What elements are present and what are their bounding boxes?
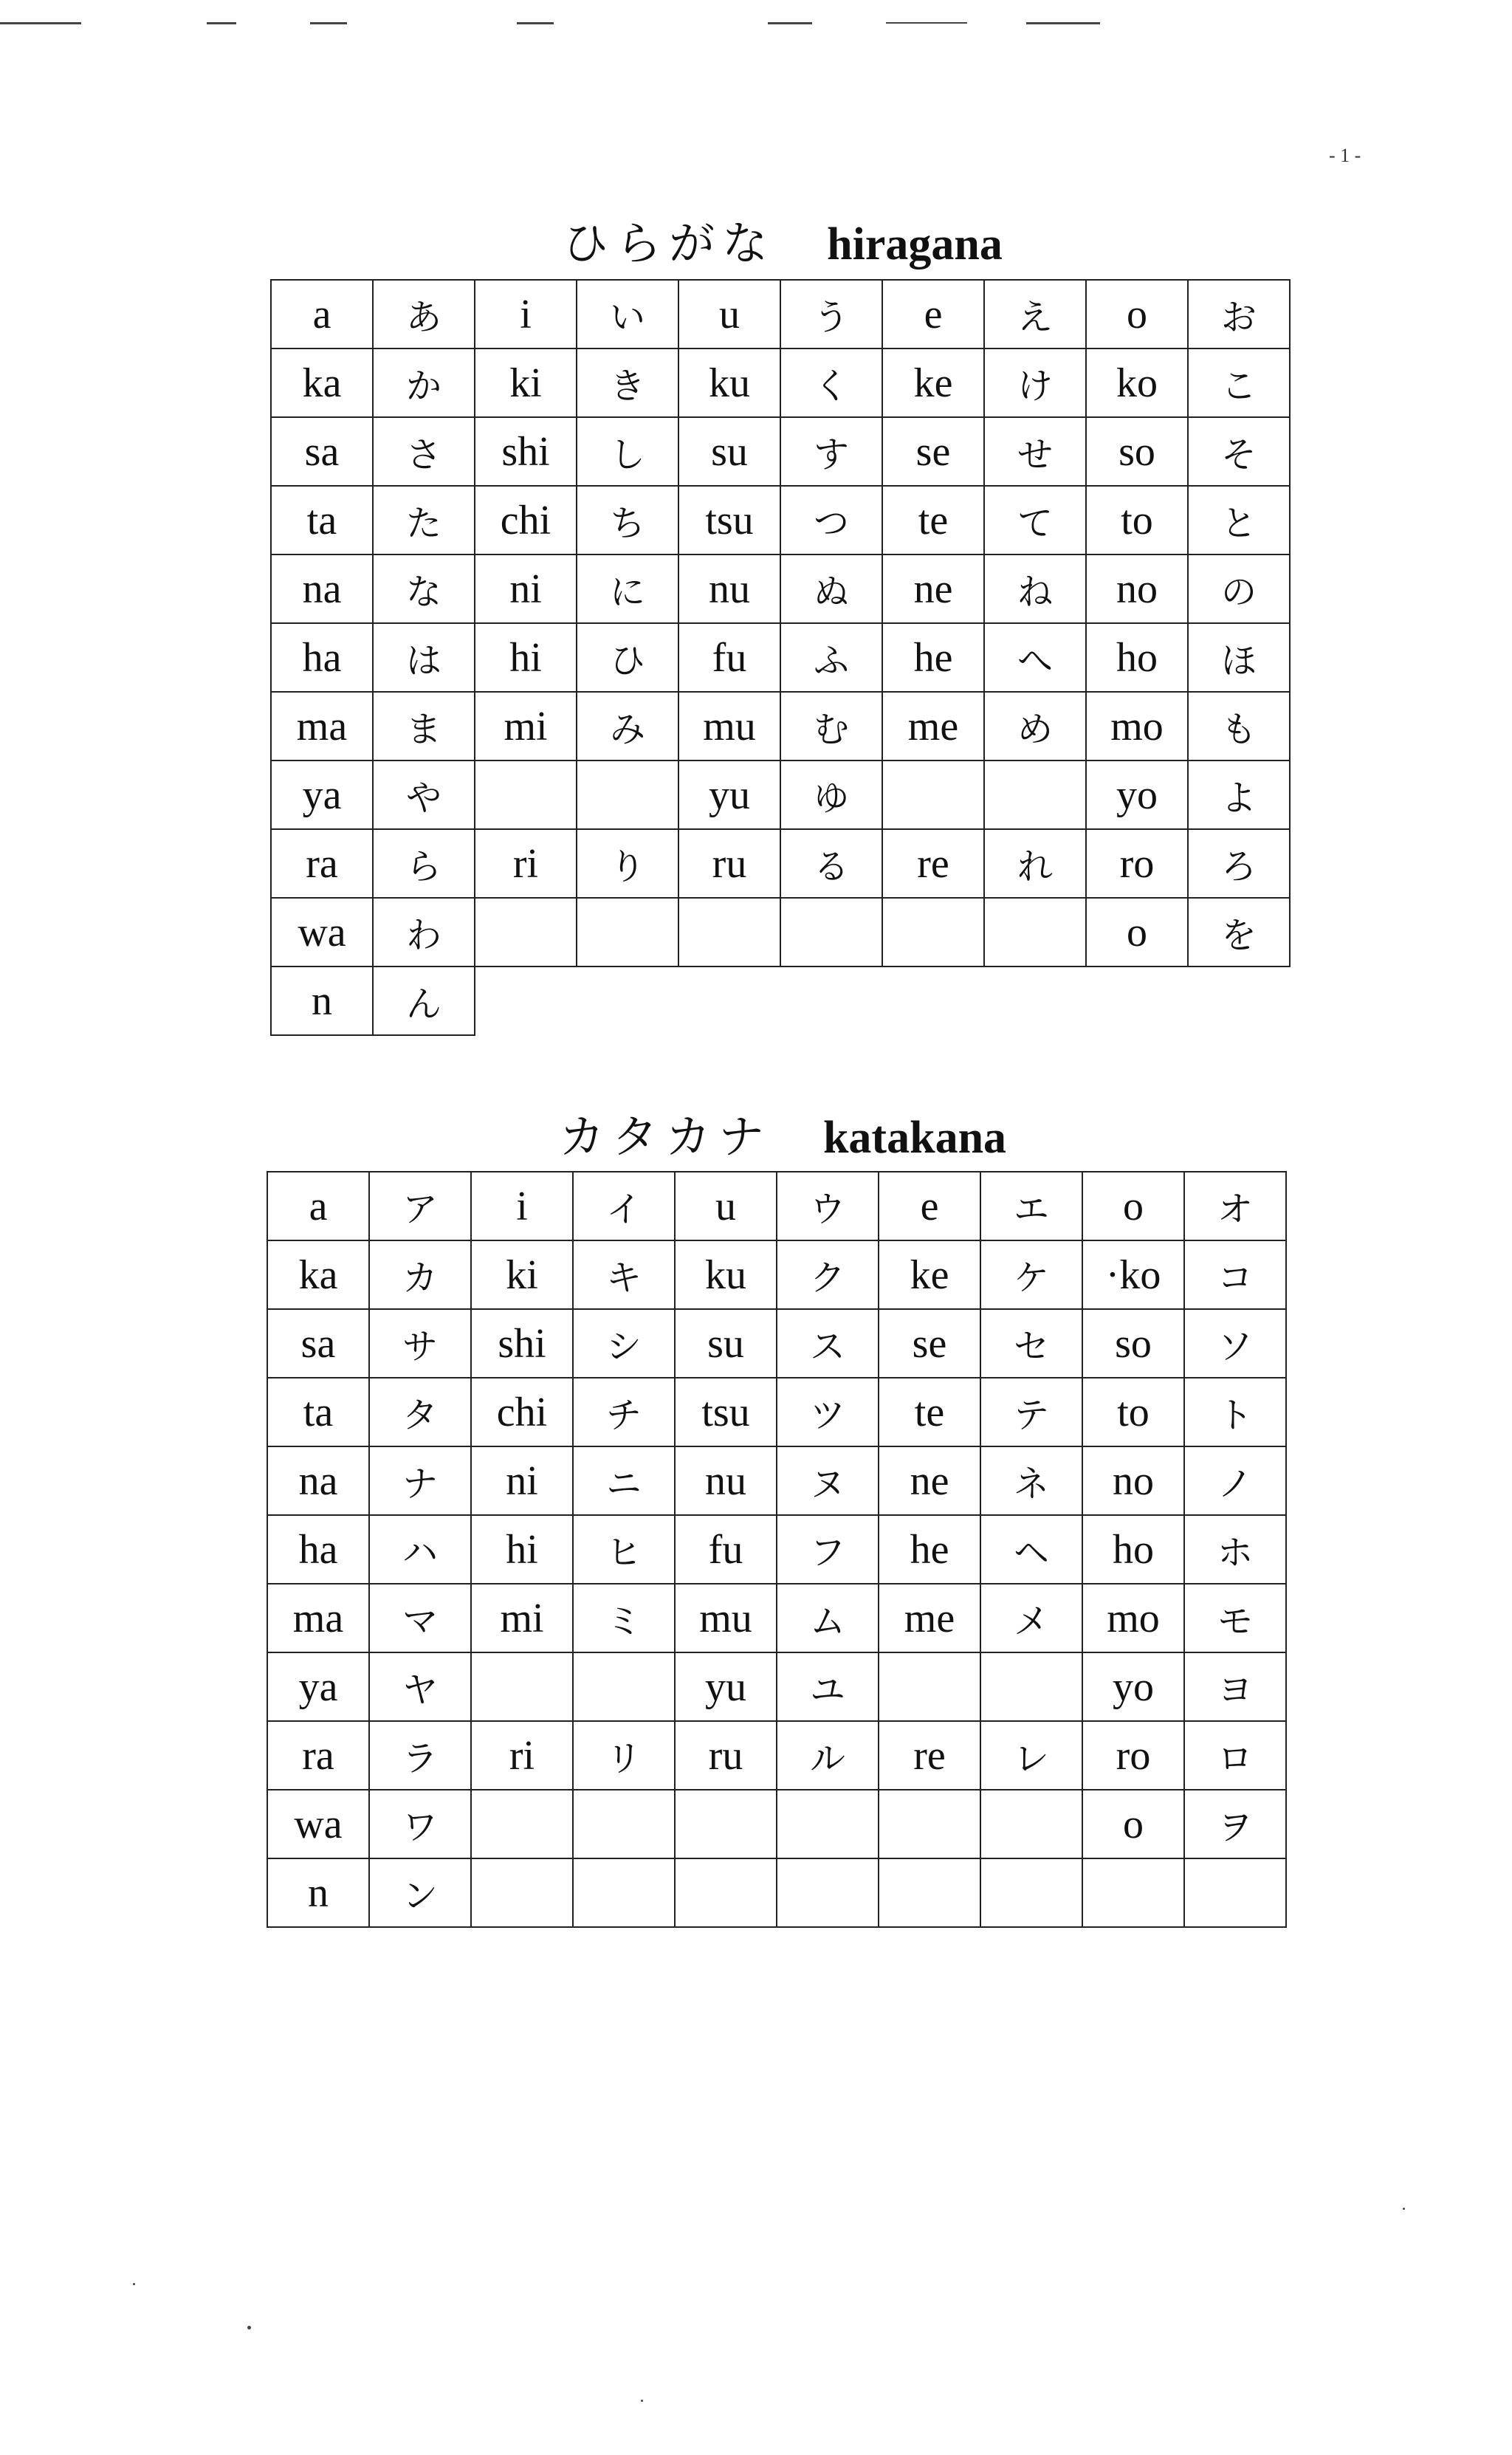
romaji-cell: e [879, 1172, 980, 1240]
romaji-cell: no [1086, 554, 1188, 623]
kana-cell [573, 1858, 675, 1927]
kana-cell: ノ [1184, 1446, 1286, 1515]
romaji-cell: wa [267, 1790, 369, 1858]
romaji-cell: ro [1086, 829, 1188, 898]
kana-cell: そ [1188, 417, 1290, 486]
table-row [267, 1721, 1286, 1790]
kana-cell: ソ [1184, 1309, 1286, 1378]
romaji-cell: ni [475, 554, 577, 623]
kana-cell: ト [1184, 1378, 1286, 1446]
kana-cell: く [780, 348, 882, 417]
romaji-cell [471, 1790, 573, 1858]
table-row [271, 280, 1290, 348]
hiragana-title-en: hiragana [827, 219, 1003, 269]
kana-cell: ヒ [573, 1515, 675, 1584]
kana-cell: も [1188, 692, 1290, 760]
kana-cell: テ [980, 1378, 1082, 1446]
romaji-cell: ri [475, 829, 577, 898]
table-row [271, 829, 1290, 898]
table-row [267, 1240, 1286, 1309]
kana-cell [980, 1858, 1082, 1927]
romaji-cell: hi [471, 1515, 573, 1584]
kana-cell: の [1188, 554, 1290, 623]
kana-cell: ヌ [777, 1446, 879, 1515]
romaji-cell: e [882, 280, 984, 348]
kana-cell: ヨ [1184, 1652, 1286, 1721]
kana-cell: つ [780, 486, 882, 554]
romaji-cell: sa [271, 417, 373, 486]
romaji-cell [879, 1790, 980, 1858]
kana-cell: モ [1184, 1584, 1286, 1652]
romaji-cell: no [1082, 1446, 1184, 1515]
table-row [267, 1446, 1286, 1515]
table-row [271, 966, 1290, 1035]
kana-cell: ふ [780, 623, 882, 692]
romaji-cell: fu [678, 623, 780, 692]
table-row [271, 348, 1290, 417]
kana-cell: ム [777, 1584, 879, 1652]
kana-cell: エ [980, 1172, 1082, 1240]
scan-artifact [0, 22, 81, 24]
romaji-cell: ya [267, 1652, 369, 1721]
romaji-cell: mi [471, 1584, 573, 1652]
romaji-cell [678, 898, 780, 966]
romaji-cell: o [1086, 898, 1188, 966]
romaji-cell: ma [267, 1584, 369, 1652]
kana-cell: ロ [1184, 1721, 1286, 1790]
table-row [267, 1378, 1286, 1446]
romaji-cell: ni [471, 1446, 573, 1515]
katakana-title-jp: カタカナ [558, 1110, 772, 1164]
table-row [267, 1515, 1286, 1584]
scan-artifact [768, 22, 812, 24]
romaji-cell: o [1086, 280, 1188, 348]
kana-cell: け [984, 348, 1086, 417]
kana-cell [777, 1790, 879, 1858]
kana-cell: ネ [980, 1446, 1082, 1515]
scan-artifact [1026, 22, 1100, 24]
empty-space [678, 966, 780, 1035]
kana-cell: へ [984, 623, 1086, 692]
kana-cell: ナ [369, 1446, 471, 1515]
kana-cell: ん [373, 966, 475, 1035]
romaji-cell: ru [675, 1721, 777, 1790]
katakana-title-en: katakana [822, 1113, 1007, 1163]
table-row [267, 1858, 1286, 1927]
kana-cell: ヤ [369, 1652, 471, 1721]
kana-cell: さ [373, 417, 475, 486]
kana-cell [777, 1858, 879, 1927]
romaji-cell: fu [675, 1515, 777, 1584]
romaji-cell: hi [475, 623, 577, 692]
romaji-cell [675, 1858, 777, 1927]
kana-cell: ミ [573, 1584, 675, 1652]
hiragana-title [266, 214, 1299, 273]
hiragana-title-jp: ひらがな [563, 216, 776, 270]
romaji-cell: te [879, 1378, 980, 1446]
romaji-cell: ke [882, 348, 984, 417]
kana-cell: わ [373, 898, 475, 966]
scan-artifact [207, 22, 236, 24]
kana-cell: ち [577, 486, 678, 554]
romaji-cell: yu [678, 760, 780, 829]
kana-cell: ね [984, 554, 1086, 623]
romaji-cell: to [1086, 486, 1188, 554]
romaji-cell: ri [471, 1721, 573, 1790]
kana-cell [577, 898, 678, 966]
kana-cell: ユ [777, 1652, 879, 1721]
romaji-cell: ki [471, 1240, 573, 1309]
table-row [267, 1652, 1286, 1721]
romaji-cell: su [678, 417, 780, 486]
romaji-cell: na [267, 1446, 369, 1515]
romaji-cell: ki [475, 348, 577, 417]
romaji-cell: mo [1082, 1584, 1184, 1652]
kana-cell [780, 898, 882, 966]
kana-cell: こ [1188, 348, 1290, 417]
romaji-cell: mu [675, 1584, 777, 1652]
romaji-cell [475, 898, 577, 966]
kana-cell: ケ [980, 1240, 1082, 1309]
kana-cell: ヘ [980, 1515, 1082, 1584]
romaji-cell: ku [675, 1240, 777, 1309]
romaji-cell: u [678, 280, 780, 348]
scan-speck [1403, 2208, 1405, 2210]
romaji-cell: ne [882, 554, 984, 623]
kana-cell: と [1188, 486, 1290, 554]
kana-cell: ハ [369, 1515, 471, 1584]
romaji-cell: ko [1086, 348, 1188, 417]
romaji-cell: tsu [678, 486, 780, 554]
empty-space [1188, 966, 1290, 1035]
romaji-cell: sa [267, 1309, 369, 1378]
romaji-cell: ku [678, 348, 780, 417]
kana-cell: る [780, 829, 882, 898]
scan-speck [247, 2326, 251, 2329]
table-row [267, 1172, 1286, 1240]
romaji-cell [879, 1652, 980, 1721]
romaji-cell: u [675, 1172, 777, 1240]
kana-cell: え [984, 280, 1086, 348]
romaji-cell: ka [271, 348, 373, 417]
romaji-cell: se [879, 1309, 980, 1378]
kana-cell: タ [369, 1378, 471, 1446]
romaji-cell: so [1082, 1309, 1184, 1378]
romaji-cell: n [267, 1858, 369, 1927]
kana-cell: ツ [777, 1378, 879, 1446]
romaji-cell: ha [267, 1515, 369, 1584]
kana-cell: ひ [577, 623, 678, 692]
romaji-cell: me [882, 692, 984, 760]
kana-cell: き [577, 348, 678, 417]
romaji-cell: re [882, 829, 984, 898]
romaji-cell: he [882, 623, 984, 692]
romaji-cell [471, 1858, 573, 1927]
kana-cell: い [577, 280, 678, 348]
kana-cell: ま [373, 692, 475, 760]
kana-cell: を [1188, 898, 1290, 966]
romaji-cell: wa [271, 898, 373, 966]
kana-cell: し [577, 417, 678, 486]
romaji-cell: yo [1086, 760, 1188, 829]
kana-cell [980, 1790, 1082, 1858]
kana-cell: サ [369, 1309, 471, 1378]
kana-cell: レ [980, 1721, 1082, 1790]
romaji-cell: chi [475, 486, 577, 554]
kana-cell: ら [373, 829, 475, 898]
romaji-cell: o [1082, 1172, 1184, 1240]
romaji-cell: ro [1082, 1721, 1184, 1790]
kana-cell: れ [984, 829, 1086, 898]
kana-cell: カ [369, 1240, 471, 1309]
kana-cell: む [780, 692, 882, 760]
kana-cell: お [1188, 280, 1290, 348]
kana-cell: す [780, 417, 882, 486]
page-number: - 1 - [1329, 145, 1361, 166]
romaji-cell: te [882, 486, 984, 554]
romaji-cell: ya [271, 760, 373, 829]
empty-space [882, 966, 984, 1035]
kana-cell: チ [573, 1378, 675, 1446]
kana-cell: リ [573, 1721, 675, 1790]
kana-cell: り [577, 829, 678, 898]
kana-cell: や [373, 760, 475, 829]
romaji-cell: re [879, 1721, 980, 1790]
romaji-cell: mu [678, 692, 780, 760]
romaji-cell [675, 1790, 777, 1858]
romaji-cell: ra [267, 1721, 369, 1790]
romaji-cell: ne [879, 1446, 980, 1515]
kana-cell: ウ [777, 1172, 879, 1240]
kana-cell: マ [369, 1584, 471, 1652]
romaji-cell: ta [267, 1378, 369, 1446]
empty-space [577, 966, 678, 1035]
romaji-cell: me [879, 1584, 980, 1652]
scan-speck [133, 2283, 135, 2285]
romaji-cell: shi [475, 417, 577, 486]
romaji-cell [882, 898, 984, 966]
romaji-cell [882, 760, 984, 829]
kana-cell: ぬ [780, 554, 882, 623]
table-row [267, 1790, 1286, 1858]
kana-cell: ア [369, 1172, 471, 1240]
kana-cell: ゆ [780, 760, 882, 829]
romaji-cell: nu [678, 554, 780, 623]
kana-cell: キ [573, 1240, 675, 1309]
romaji-cell: ·ko [1082, 1240, 1184, 1309]
romaji-cell: yu [675, 1652, 777, 1721]
kana-cell: よ [1188, 760, 1290, 829]
scan-artifact [310, 22, 347, 24]
kana-cell: ル [777, 1721, 879, 1790]
table-row [271, 623, 1290, 692]
kana-cell: ク [777, 1240, 879, 1309]
romaji-cell [1082, 1858, 1184, 1927]
kana-cell: ン [369, 1858, 471, 1927]
kana-cell: イ [573, 1172, 675, 1240]
romaji-cell: ke [879, 1240, 980, 1309]
romaji-cell: o [1082, 1790, 1184, 1858]
kana-cell: ろ [1188, 829, 1290, 898]
scan-artifact [886, 22, 967, 24]
kana-cell [577, 760, 678, 829]
romaji-cell: su [675, 1309, 777, 1378]
table-row [267, 1309, 1286, 1378]
romaji-cell: n [271, 966, 373, 1035]
scan-speck [641, 2400, 643, 2402]
table-row [271, 417, 1290, 486]
kana-cell [573, 1652, 675, 1721]
romaji-cell: a [267, 1172, 369, 1240]
kana-cell: に [577, 554, 678, 623]
romaji-cell: mi [475, 692, 577, 760]
kana-cell: め [984, 692, 1086, 760]
kana-cell: た [373, 486, 475, 554]
kana-cell: メ [980, 1584, 1082, 1652]
kana-cell: ス [777, 1309, 879, 1378]
romaji-cell: ra [271, 829, 373, 898]
romaji-cell: tsu [675, 1378, 777, 1446]
kana-cell: ほ [1188, 623, 1290, 692]
romaji-cell: se [882, 417, 984, 486]
table-row [271, 486, 1290, 554]
romaji-cell: na [271, 554, 373, 623]
romaji-cell: ho [1086, 623, 1188, 692]
romaji-cell: ru [678, 829, 780, 898]
empty-space [984, 966, 1086, 1035]
romaji-cell [475, 760, 577, 829]
romaji-cell: nu [675, 1446, 777, 1515]
kana-cell: ワ [369, 1790, 471, 1858]
kana-cell: か [373, 348, 475, 417]
romaji-cell: to [1082, 1378, 1184, 1446]
romaji-cell: he [879, 1515, 980, 1584]
katakana-table [267, 1171, 1287, 1928]
romaji-cell [471, 1652, 573, 1721]
kana-cell [573, 1790, 675, 1858]
kana-cell: フ [777, 1515, 879, 1584]
kana-cell: あ [373, 280, 475, 348]
kana-cell: シ [573, 1309, 675, 1378]
kana-cell: ラ [369, 1721, 471, 1790]
table-row [267, 1584, 1286, 1652]
kana-cell: ニ [573, 1446, 675, 1515]
kana-cell: み [577, 692, 678, 760]
empty-space [1086, 966, 1188, 1035]
kana-cell: セ [980, 1309, 1082, 1378]
scan-artifact [517, 22, 554, 24]
kana-cell: ヲ [1184, 1790, 1286, 1858]
romaji-cell: mo [1086, 692, 1188, 760]
kana-cell: う [780, 280, 882, 348]
kana-cell: ホ [1184, 1515, 1286, 1584]
empty-space [780, 966, 882, 1035]
romaji-cell: ma [271, 692, 373, 760]
romaji-cell: shi [471, 1309, 573, 1378]
romaji-cell: a [271, 280, 373, 348]
romaji-cell: i [475, 280, 577, 348]
table-row [271, 692, 1290, 760]
romaji-cell: so [1086, 417, 1188, 486]
kana-cell: コ [1184, 1240, 1286, 1309]
kana-cell [984, 760, 1086, 829]
kana-cell: オ [1184, 1172, 1286, 1240]
table-row [271, 898, 1290, 966]
romaji-cell: chi [471, 1378, 573, 1446]
romaji-cell: i [471, 1172, 573, 1240]
table-row [271, 554, 1290, 623]
hiragana-table [270, 279, 1291, 1036]
kana-cell [984, 898, 1086, 966]
empty-space [475, 966, 577, 1035]
romaji-cell: ho [1082, 1515, 1184, 1584]
kana-cell [980, 1652, 1082, 1721]
romaji-cell: ha [271, 623, 373, 692]
kana-cell: な [373, 554, 475, 623]
kana-cell: は [373, 623, 475, 692]
table-row [271, 760, 1290, 829]
romaji-cell: ka [267, 1240, 369, 1309]
kana-cell: せ [984, 417, 1086, 486]
kana-cell [1184, 1858, 1286, 1927]
romaji-cell: ta [271, 486, 373, 554]
kana-cell: て [984, 486, 1086, 554]
romaji-cell [879, 1858, 980, 1927]
katakana-title [266, 1108, 1299, 1167]
romaji-cell: yo [1082, 1652, 1184, 1721]
